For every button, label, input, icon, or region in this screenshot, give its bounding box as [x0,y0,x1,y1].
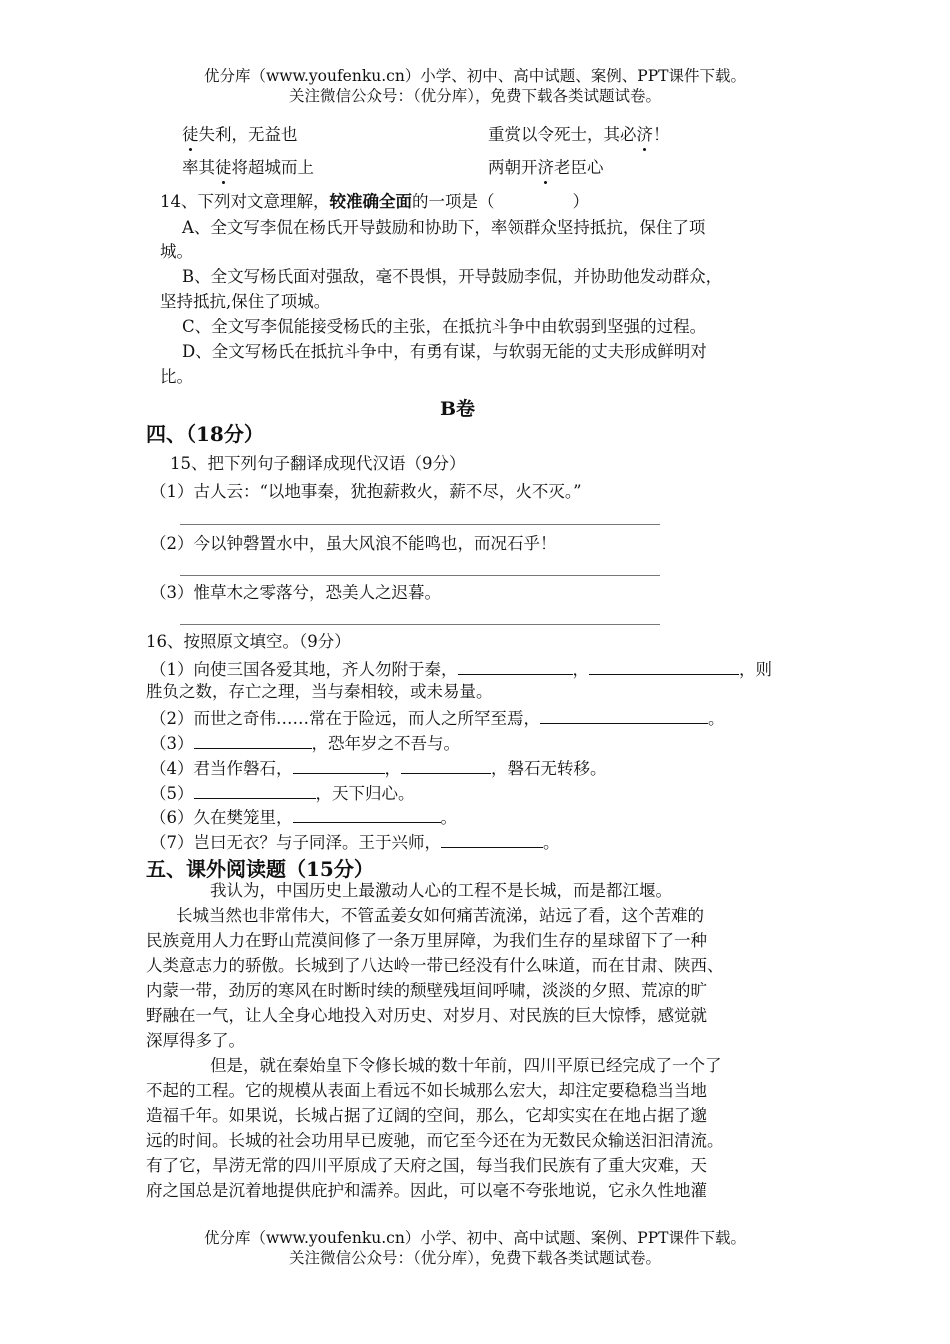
passage-para-3-line: 不起的工程。它的规模从表面上看远不如长城那么宏大，却注定要稳稳当当地 [146,1081,707,1100]
q16-5-blank[interactable] [194,780,316,799]
q13-option-a [182,123,298,147]
page-header-line1: 优分库（www.youfenku.cn）小学、初中、高中试题、案例、PPT课件下载。 [203,67,747,85]
q16-item-4 [150,755,607,781]
q16-1-blank-a[interactable] [458,656,573,675]
q14-stem-bold: 较准确全面 [329,192,412,211]
q14-option-a-line2: 城。 [160,242,193,261]
q16-1-tail: ，则 [739,660,772,679]
q13-b-post: ！ [653,125,670,144]
q16-3-num: （3） [150,734,194,753]
q16-1-blank-b[interactable] [589,656,739,675]
q16-2-blank[interactable] [540,705,708,724]
q14-option-b-line2: 坚持抵抗,保住了项城。 [160,292,331,311]
q14-option-c: C、全文写李侃能接受杨氏的主张，在抵抗斗争中由软弱到坚强的过程。 [182,317,707,336]
q16-3-blank[interactable] [194,730,312,749]
q16-4-blank-b[interactable] [401,755,491,774]
q13-option-d [488,156,604,180]
q16-5-num: （5） [150,784,194,803]
q16-item-1 [150,656,772,682]
q16-7-text: （7）岂曰无衣？与子同泽。王于兴师， [150,833,441,852]
q14-stem [160,190,589,214]
q16-7-blank[interactable] [441,829,543,848]
page-footer-line2: 关注微信公众号：（优分库），免费下载各类试题试卷。 [288,1249,661,1267]
q14-option-b-line1: B、全文写杨氏面对强敌，毫不畏惧，开导鼓励李侃，并协助他发动群众， [182,267,723,286]
q15-answer-line-1[interactable] [180,524,660,525]
q13-b-pre: 重赏以令死士，其必 [488,125,637,144]
passage-para-2-line: 野融在一气，让人全身心地投入对历史、对岁月、对民族的巨大惊悸，感觉就 [146,1006,707,1025]
q16-1-text: （1）向使三国各爱其地，齐人勿附于秦， [150,660,458,679]
q13-option-c [182,156,314,180]
q16-item-1-cont: 胜负之数，存亡之理，当与秦相较，或未易量。 [146,682,493,701]
section-5-title: 五、课外阅读题（15分） [146,857,374,881]
q16-stem: 16、按照原文填空。（9分） [146,632,351,651]
q16-3-text: ，恐年岁之不吾与。 [311,734,460,753]
q13-d-pre: 两朝开 [488,158,538,177]
q13-a-text: 失利，无益也 [198,125,298,144]
passage-para-3-line: 有了它，旱涝无常的四川平原成了天府之国，每当我们民族有了重大灾难，天 [146,1156,707,1175]
q16-item-3 [150,730,460,756]
page-footer-line1: 优分库（www.youfenku.cn）小学、初中、高中试题、案例、PPT课件下载。 [203,1229,747,1247]
q16-6-text: （6）久在樊笼里， [150,808,293,827]
section-4-title: 四、（18分） [146,422,264,446]
q13-c-dotted-char: 徒 [215,158,232,177]
q16-4-sep: ， [384,759,401,778]
passage-para-3-line: 府之国总是沉着地提供庇护和濡养。因此，可以毫不夸张地说，它永久性地灌 [146,1181,707,1200]
section-b-title: B卷 [440,398,476,420]
q13-option-b [488,123,670,147]
q14-stem-post: 的一项是（ [412,192,495,211]
q14-option-a-line1: A、全文写李侃在杨氏开导鼓励和协助下，率领群众坚持抵抗，保住了项 [182,218,706,237]
q15-answer-line-3[interactable] [180,624,660,625]
q15-sentence-2: （2）今以钟磬置水中，虽大风浪不能鸣也，而况石乎！ [150,534,557,553]
q15-sentence-1: （1）古人云：“以地事秦，犹抱薪救火，薪不尽，火不灭。” [150,482,582,501]
q16-4-blank-a[interactable] [293,755,385,774]
page-header-line2: 关注微信公众号：（优分库），免费下载各类试题试卷。 [288,87,661,105]
passage-para-2-line: 内蒙一带，劲厉的寒风在时断时续的颓壁残垣间呼啸，淡淡的夕照、荒凉的旷 [146,981,707,1000]
q16-4-text: （4）君当作磐石， [150,759,293,778]
q16-5-text: ，天下归心。 [315,784,415,803]
passage-para-3-line: 远的时间。长城的社会功用早已废驰，而它至今还在为无数民众输送汩汩清流。 [146,1131,724,1150]
q16-6-blank[interactable] [293,804,441,823]
q16-item-2 [150,705,725,731]
q16-6-tail: 。 [440,808,457,827]
passage-para-3-line: 造福千年。如果说，长城占据了辽阔的空间，那么，它却实实在在地占据了邈 [146,1106,707,1125]
q14-option-d-line1: D、全文写杨氏在抵抗斗争中，有勇有谋，与软弱无能的丈夫形成鲜明对 [182,342,707,361]
q15-stem: 15、把下列句子翻译成现代汉语（9分） [170,454,466,473]
q16-2-tail: 。 [708,709,725,728]
passage-para-2-line: 长城当然也非常伟大，不管孟姜女如何痛苦流涕，站远了看，这个苦难的 [176,906,704,925]
passage-para-2-line: 民族竟用人力在野山荒漠间修了一条万里屏障，为我们生存的星球留下了一种 [146,931,707,950]
q13-b-dotted-char: 济 [636,125,653,144]
q14-stem-close: ） [572,192,589,211]
q13-d-dotted-char: 济 [537,158,554,177]
q14-stem-pre: 14、下列对文意理解， [160,192,330,211]
passage-para-1: 我认为，中国历史上最激动人心的工程不是长城，而是都江堰。 [210,881,672,900]
q16-7-tail: 。 [543,833,560,852]
q16-item-6 [150,804,457,830]
passage-para-2-line: 深厚得多了。 [146,1031,245,1050]
q16-2-text: （2）而世之奇伟……常在于险远，而人之所罕至焉， [150,709,540,728]
q15-answer-line-2[interactable] [180,575,660,576]
q16-item-7 [150,829,560,855]
q14-option-d-line2: 比。 [160,367,193,386]
q16-4-tail: ，磐石无转移。 [491,759,607,778]
q13-a-dotted-char: 徒 [182,125,199,144]
passage-para-2-line: 人类意志力的骄傲。长城到了八达岭一带已经没有什么味道，而在甘肃、陕西、 [146,956,724,975]
q16-item-5 [150,780,415,806]
passage-para-3-line: 但是，就在秦始皇下令修长城的数十年前，四川平原已经完成了一个了 [210,1056,722,1075]
q13-c-pre: 率其 [182,158,215,177]
q15-sentence-3: （3）惟草木之零落兮，恐美人之迟暮。 [150,583,441,602]
q13-d-post: 老臣心 [554,158,604,177]
q16-1-sep: ， [572,660,589,679]
q13-c-post: 将超城而上 [231,158,314,177]
